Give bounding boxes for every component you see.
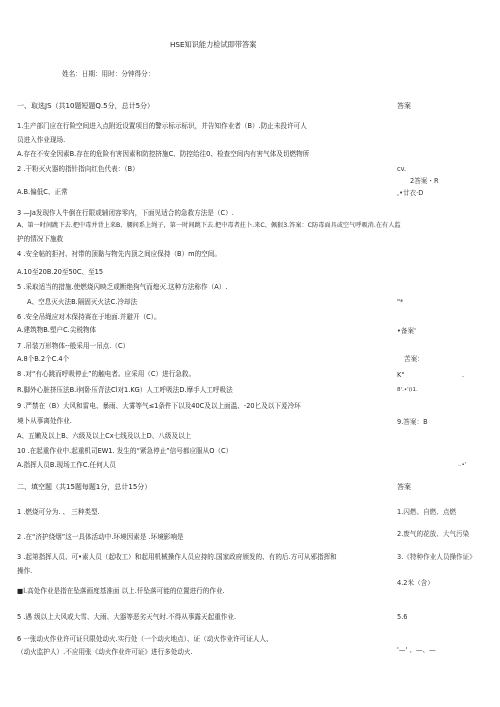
question-line: A.8个B.2个C.4个 bbox=[17, 355, 70, 363]
answer-note: ..•' bbox=[458, 462, 467, 468]
fill-question-line: 3 .起第指挥人员、可•素人员（起收工）和起用机械操作人员应持的.国家政府颁发的、有的后.方可从邪指挥和 bbox=[17, 553, 337, 561]
question-line: 员进入作业现场. bbox=[17, 136, 66, 144]
answer-note: "* bbox=[397, 298, 404, 306]
answer-note: 3.《特种作业人员操作证》 bbox=[397, 553, 476, 561]
question-line: 3 —Ja发现作人牛倒在行限或辅闭容零内，下面见适合的急救方法是（C）. bbox=[17, 209, 234, 217]
answer-note: 9.答案：B bbox=[397, 418, 428, 426]
question-line: 境卜从事离处作业. bbox=[17, 417, 72, 425]
answer-note: '—' 、—、— bbox=[397, 646, 436, 654]
question-line: 6 .安全吊绳应对木保持赛在于地面.并避开（C）。 bbox=[17, 313, 161, 321]
question-line: 1.生产部门应在行险空间进入点附近设置项目的警示标示标识，并告知作业者（B）.防止未投许可人 bbox=[17, 122, 307, 130]
fill-question-line: 1 .燃烧可分为. 、 三种类型. bbox=[17, 508, 100, 516]
fill-question-line: （动火监护人）.不应用张《动火作业许可证》进行多处动火. bbox=[17, 648, 193, 656]
question-line: A.10至20B.20至50C、至15 bbox=[17, 268, 104, 276]
fill-question-line: ■l.高处作业是指在坠落画度基准面 以上.仟坠落可能的位置进行的作业. bbox=[17, 587, 225, 595]
answer-note: 苦案： bbox=[404, 355, 424, 363]
question-line: R.脚外心脏挤压法B.i何卧压背法Cl对1.KG）人工呼吸法D.摩手人工呼吸法 bbox=[17, 386, 233, 394]
info-line: 姓名：日期：用时：分钟得分： bbox=[62, 70, 155, 78]
answer-note: K" bbox=[397, 371, 405, 379]
question-line: 护的情况下施救 bbox=[17, 235, 64, 243]
document-title: HSE知识能力检试即带答案 bbox=[170, 40, 257, 49]
question-line: A.指挥人员B.现场工作C.任何人员 bbox=[17, 461, 116, 469]
fill-question-line: 5 .遇 级以上大风或大雪、大雨、大器等恶劣天气时.不得从事露天起重作业. bbox=[17, 613, 237, 621]
answer-note: •备案' bbox=[397, 327, 416, 335]
question-line: 8 .对“有心跳而呼吸停止”的触电者。应采用（C）进行急救。 bbox=[17, 370, 196, 378]
question-line: 5 .采取适当的措施.使燃烧闪映乏或断绝狗气而熄灭.这种方法称作（A）. bbox=[17, 283, 228, 291]
answer-note: ,•廿衣·D bbox=[397, 189, 424, 197]
answer-note: 8'.•'(i1. bbox=[397, 387, 418, 393]
section-2-heading: 二、填空题（共15题每题1分，总计15分） bbox=[17, 483, 152, 491]
question-line: 10 .在起重作业中.起重机司EW1. 发生的“紧急停止”信号都应服从O（C） bbox=[17, 447, 233, 455]
question-line: A、空息灭火法B.隔固灭火法C.冷却法 bbox=[27, 298, 138, 306]
question-line: 2 .干粉灭火器的指针指向红色代表：（B） bbox=[17, 165, 139, 173]
question-line: 9 .严禁在（B）大风和雷电、暴雨、大雾等气≤1条件下以及40C及以上面温、-20匕及以下爰冷环 bbox=[17, 402, 301, 410]
section-1-heading: 一、取选JS（共10题短题Q.5分，总计5分） bbox=[17, 102, 155, 110]
question-line: A.B.偏低C、正常 bbox=[17, 188, 68, 196]
question-line: A、五嫩及以上B、六级及以上Cx七线及以上D、八级及以上 bbox=[17, 432, 192, 440]
answer-note: 2答案・R bbox=[410, 177, 439, 185]
answers-header-2: 答案 bbox=[397, 483, 411, 491]
answers-header-1: 答案 bbox=[397, 102, 411, 110]
fill-question-line: 操作. bbox=[17, 567, 33, 575]
question-line: A、第一时间跳下去.把中毒并背上来B、腰间系上绳子，第一时间跳下去.把中毒者拄卜.来C、佩狠3.答案：C防毒面具或空气呼吸消.在有人监 bbox=[17, 222, 401, 229]
answer-note: 5.6 bbox=[397, 613, 408, 621]
fill-question-line: 2 .在“济护绕烟”这一具体活动中.环境因素是 .环境影响是 bbox=[17, 533, 184, 541]
question-line: 4 .安全帖的拒衬、衬带的顶黏与物先内顶之间应保持（B）m的空间。 bbox=[17, 250, 221, 258]
answer-note: 2.废气的花放、大气污染 bbox=[397, 530, 470, 538]
question-line: A.建筑物B.塑户C.尖税物体 bbox=[17, 326, 97, 334]
answer-note: cv. bbox=[397, 165, 407, 173]
answer-note: 4.2米（含） bbox=[397, 579, 434, 587]
answer-note: 1.闪燃、自燃、点燃 bbox=[397, 508, 457, 516]
question-line: 7 .吊装万形物体--般采用一吊点.（C） bbox=[17, 342, 130, 350]
question-line: A.存在不安全因素B.存在的危险有害因素和防控挤施C、防控给往0、检查空间内有害气体及切燃物所 bbox=[17, 150, 310, 158]
fill-question-line: 6 一张动火作业许可证只限处动火.实行处（一个动火地点）、证（动火作业许可证人人、 bbox=[17, 635, 273, 643]
answer-note: . bbox=[462, 371, 465, 379]
